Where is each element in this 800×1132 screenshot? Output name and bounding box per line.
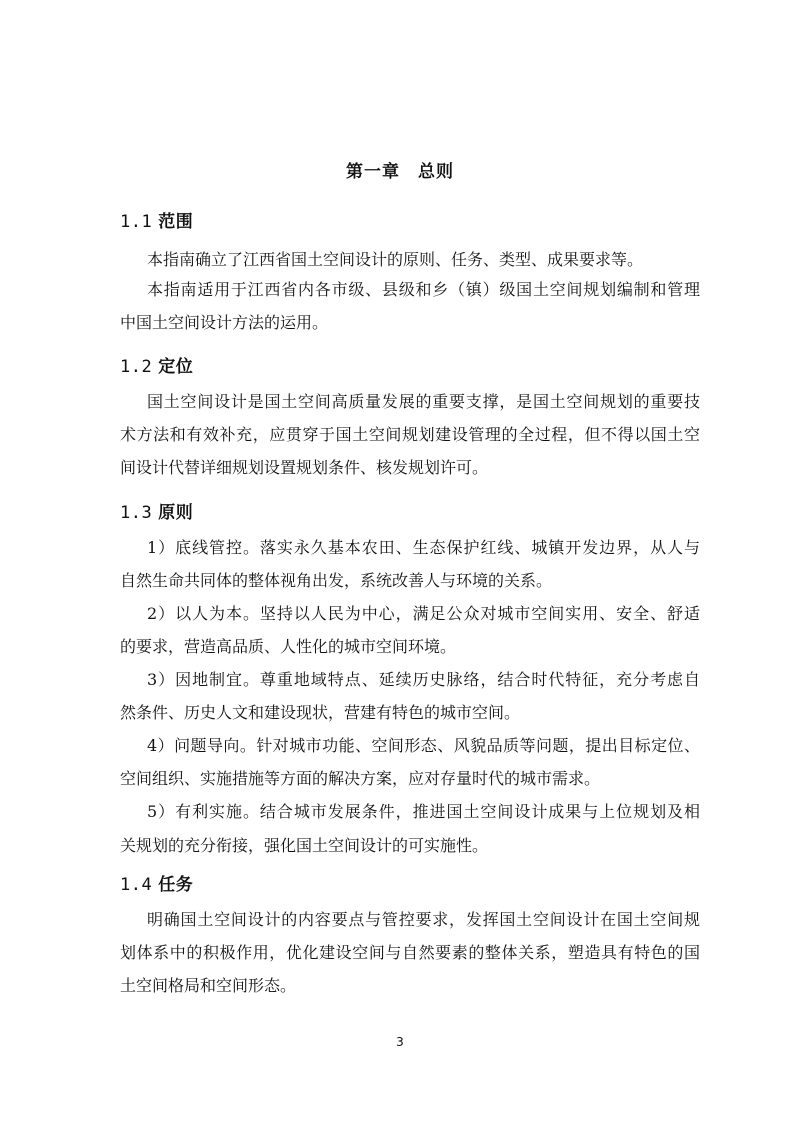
paragraph-line: 2）以人为本。坚持以人民为中心，满足公众对城市空间实用、安全、舒适 — [147, 604, 700, 623]
section-heading — [120, 210, 700, 234]
page-number: 3 — [396, 1035, 404, 1049]
paragraph-line: 关规划的充分衔接，强化国土空间设计的可实施性。 — [120, 836, 489, 855]
paragraph-line: 的要求，营造高品质、人性化的城市空间环境。 — [120, 637, 457, 656]
section-title: 原则 — [158, 503, 194, 523]
section-number: 1.3 — [120, 503, 153, 523]
chapter-title: 第一章 总则 — [346, 162, 454, 182]
paragraph-line: 5）有利实施。结合城市发展条件，推进国土空间设计成果与上位规划及相 — [147, 802, 700, 821]
section-heading — [120, 501, 700, 525]
section-number: 1.4 — [120, 875, 153, 895]
section-heading — [120, 873, 700, 897]
paragraph-line: 本指南确立了江西省国土空间设计的原则、任务、类型、成果要求等。 — [147, 250, 644, 269]
paragraph-line: 明确国土空间设计的内容要点与管控要求，发挥国土空间设计在国土空间规 — [147, 910, 700, 929]
paragraph-line: 中国土空间设计方法的运用。 — [120, 313, 329, 332]
paragraph-line: 划体系中的积极作用，优化建设空间与自然要素的整体关系，塑造具有特色的国 — [120, 943, 700, 962]
paragraph-line: 本指南适用于江西省内各市级、县级和乡（镇）级国土空间规划编制和管理 — [147, 280, 700, 299]
section-number: 1.1 — [120, 212, 153, 232]
section-title: 任务 — [158, 875, 194, 895]
section-title: 定位 — [158, 357, 194, 377]
section-number: 1.2 — [120, 357, 153, 377]
paragraph-line: 1）底线管控。落实永久基本农田、生态保护红线、城镇开发边界，从人与 — [147, 538, 700, 557]
paragraph-line: 4）问题导向。针对城市功能、空间形态、风貌品质等问题，提出目标定位、 — [147, 736, 700, 755]
paragraph-line: 术方法和有效补充，应贯穿于国土空间规划建设管理的全过程，但不得以国土空 — [120, 425, 700, 444]
section-heading — [120, 355, 700, 379]
paragraph-line: 然条件、历史人文和建设现状，营建有特色的城市空间。 — [120, 703, 521, 722]
paragraph-line: 间设计代替详细规划设置规划条件、核发规划许可。 — [120, 458, 489, 477]
paragraph-line: 空间组织、实施措施等方面的解决方案，应对存量时代的城市需求。 — [120, 769, 601, 788]
paragraph-line: 国土空间设计是国土空间高质量发展的重要支撑，是国土空间规划的重要技 — [147, 392, 700, 411]
paragraph-line: 自然生命共同体的整体视角出发，系统改善人与环境的关系。 — [120, 571, 553, 590]
paragraph-line: 土空间格局和空间形态。 — [120, 976, 297, 995]
section-title: 范围 — [158, 212, 194, 232]
paragraph-line: 3）因地制宜。尊重地域特点、延续历史脉络，结合时代特征，充分考虑自 — [147, 670, 700, 689]
